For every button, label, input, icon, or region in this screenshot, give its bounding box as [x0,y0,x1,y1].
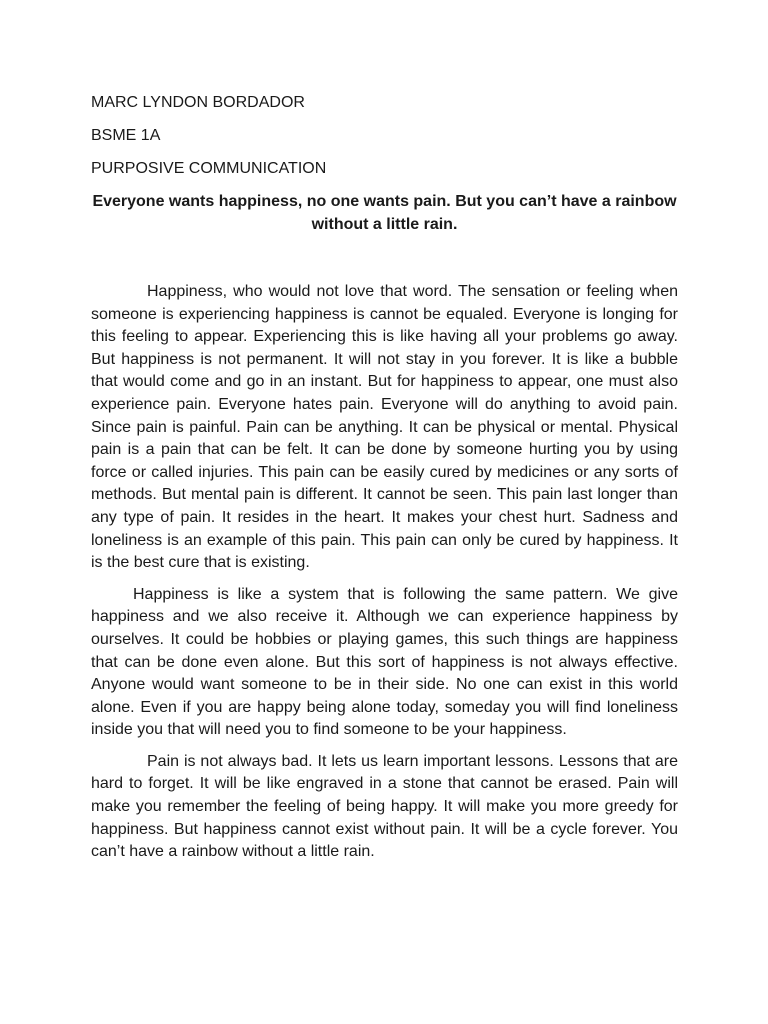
course-subject: PURPOSIVE COMMUNICATION [91,160,327,177]
author-name: MARC LYNDON BORDADOR [91,94,305,111]
document-page [91,92,678,873]
essay-body [91,281,678,864]
essay-title: Everyone wants happiness, no one wants pain. But you can’t have a rainbow without a little rain. [92,193,677,233]
paragraph-3: Pain is not always bad. It lets us learn important lessons. Lessons that are hard to forget. It will be like engraved in a stone that cannot be erased. Pain will make you remember the feeling of being happy. It will make you more greedy for happiness. But happiness cannot exist without pain. It will be a cycle forever. You can’t have a rainbow without a little rain. [91,752,678,861]
paragraph-1: Happiness, who would not love that word. The sensation or feeling when someone is experiencing happiness is cannot be equaled. Everyone is longing for this feeling to appear. Experiencing this is like having all your problems go away. But happiness is not permanent. It will not stay in you forever. It is like a bubble that would come and go in an instant. But for happiness to appear, one must also experience pain. Everyone hates pain. Everyone will do anything to avoid pain. Since pain is painful. Pain can be anything. It can be physical or mental. Physical pain is a pain that can be felt. It can be done by someone hurting you by using force or called injuries. This pain can be easily cured by medicines or any sorts of methods. But mental pain is different. It cannot be seen. This pain last longer than any type of pain. It resides in the heart. It makes your chest hurt. Sadness and loneliness is an example of this pain. This pain can only be cured by happiness. It is the best cure that is existing. [91,283,678,572]
paragraph-2: Happiness is like a system that is following the same pattern. We give happiness and we also receive it. Although we can experience happiness by ourselves. It could be hobbies or playing games, this such things are happiness that can be done even alone. But this sort of happiness is not always effective. Anyone would want someone to be in their side. No one can exist in this world alone. Even if you are happy being alone today, someday you will find loneliness inside you that will need you to find someone to be your happiness. [91,585,678,739]
author-section: BSME 1A [91,127,161,144]
